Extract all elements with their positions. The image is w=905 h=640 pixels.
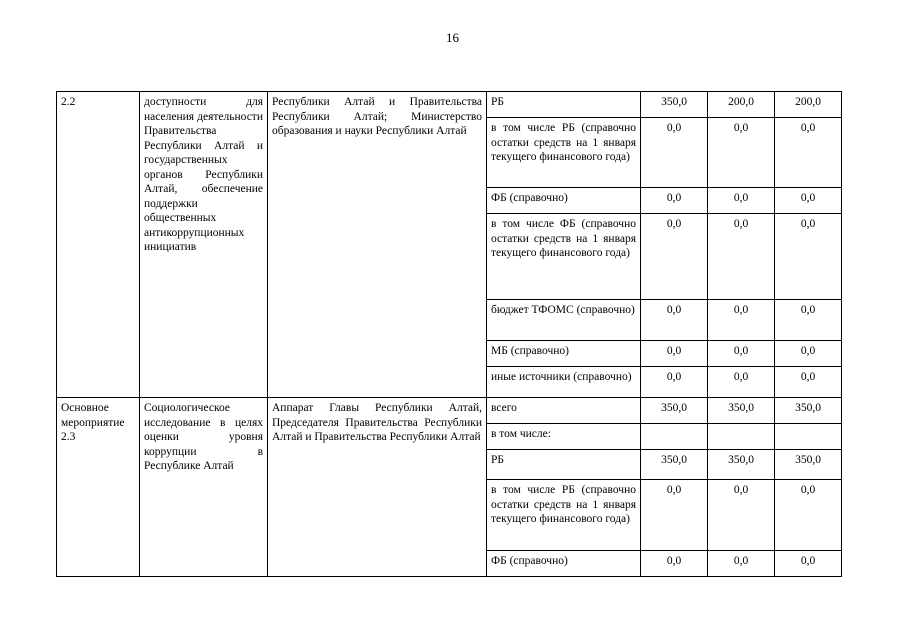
value-cell: 0,0	[641, 551, 708, 577]
value-cell: 350,0	[708, 450, 775, 480]
value-cell: 0,0	[775, 480, 842, 551]
funding-source-cell: МБ (справочно)	[487, 341, 641, 367]
funding-source-cell: всего	[487, 398, 641, 424]
funding-source-cell: в том числе РБ (справочно остатки средств на 1 января текущего финансового года)	[487, 480, 641, 551]
table-body	[57, 92, 842, 577]
funding-table	[56, 91, 842, 577]
value-cell: 350,0	[775, 450, 842, 480]
value-cell: 0,0	[641, 480, 708, 551]
value-cell	[775, 424, 842, 450]
value-cell: 350,0	[775, 398, 842, 424]
value-cell: 350,0	[641, 398, 708, 424]
page-number: 16	[446, 30, 459, 45]
value-cell: 0,0	[641, 341, 708, 367]
value-cell: 0,0	[775, 300, 842, 341]
funding-source-cell: РБ	[487, 450, 641, 480]
value-cell: 0,0	[641, 300, 708, 341]
value-cell: 0,0	[641, 367, 708, 398]
value-cell: 0,0	[708, 480, 775, 551]
value-cell: 200,0	[775, 92, 842, 118]
row-executor-cell: Республики Алтай и Правительства Республики Алтай; Министерство образования и науки Республики Алтай	[268, 92, 487, 398]
funding-source-cell: в том числе РБ (справочно остатки средств на 1 января текущего финансового года)	[487, 118, 641, 188]
value-cell: 0,0	[775, 341, 842, 367]
value-cell: 0,0	[708, 341, 775, 367]
value-cell: 0,0	[641, 214, 708, 300]
value-cell: 0,0	[708, 367, 775, 398]
value-cell: 0,0	[775, 214, 842, 300]
value-cell: 0,0	[708, 118, 775, 188]
funding-source-cell: РБ	[487, 92, 641, 118]
funding-source-cell: в том числе:	[487, 424, 641, 450]
value-cell: 0,0	[775, 188, 842, 214]
row-code-cell: 2.2	[57, 92, 140, 398]
row-name-cell: доступности для населения деятельности Правительства Республики Алтай и государственных органов Республики Алтай, обеспечение поддержки общественных антикоррупционных инициатив	[140, 92, 268, 398]
value-cell: 200,0	[708, 92, 775, 118]
funding-source-cell: иные источники (справочно)	[487, 367, 641, 398]
value-cell	[641, 424, 708, 450]
value-cell: 0,0	[641, 118, 708, 188]
value-cell: 350,0	[641, 92, 708, 118]
value-cell: 0,0	[708, 188, 775, 214]
value-cell: 0,0	[775, 551, 842, 577]
funding-source-cell: ФБ (справочно)	[487, 551, 641, 577]
value-cell	[708, 424, 775, 450]
funding-source-cell: в том числе ФБ (справочно остатки средств на 1 января текущего финансового года)	[487, 214, 641, 300]
row-code-cell: Основное мероприятие 2.3	[57, 398, 140, 577]
table-row	[57, 92, 842, 118]
row-name-cell: Социологическое исследование в целях оценки уровня коррупции в Республике Алтай	[140, 398, 268, 577]
row-executor-cell: Аппарат Главы Республики Алтай, Председателя Правительства Республики Алтай и Правительства Республики Алтай	[268, 398, 487, 577]
funding-source-cell: ФБ (справочно)	[487, 188, 641, 214]
value-cell: 350,0	[708, 398, 775, 424]
value-cell: 0,0	[775, 367, 842, 398]
funding-source-cell: бюджет ТФОМС (справочно)	[487, 300, 641, 341]
value-cell: 0,0	[775, 118, 842, 188]
table-row	[57, 398, 842, 424]
value-cell: 0,0	[641, 188, 708, 214]
value-cell: 350,0	[641, 450, 708, 480]
value-cell: 0,0	[708, 551, 775, 577]
value-cell: 0,0	[708, 214, 775, 300]
value-cell: 0,0	[708, 300, 775, 341]
